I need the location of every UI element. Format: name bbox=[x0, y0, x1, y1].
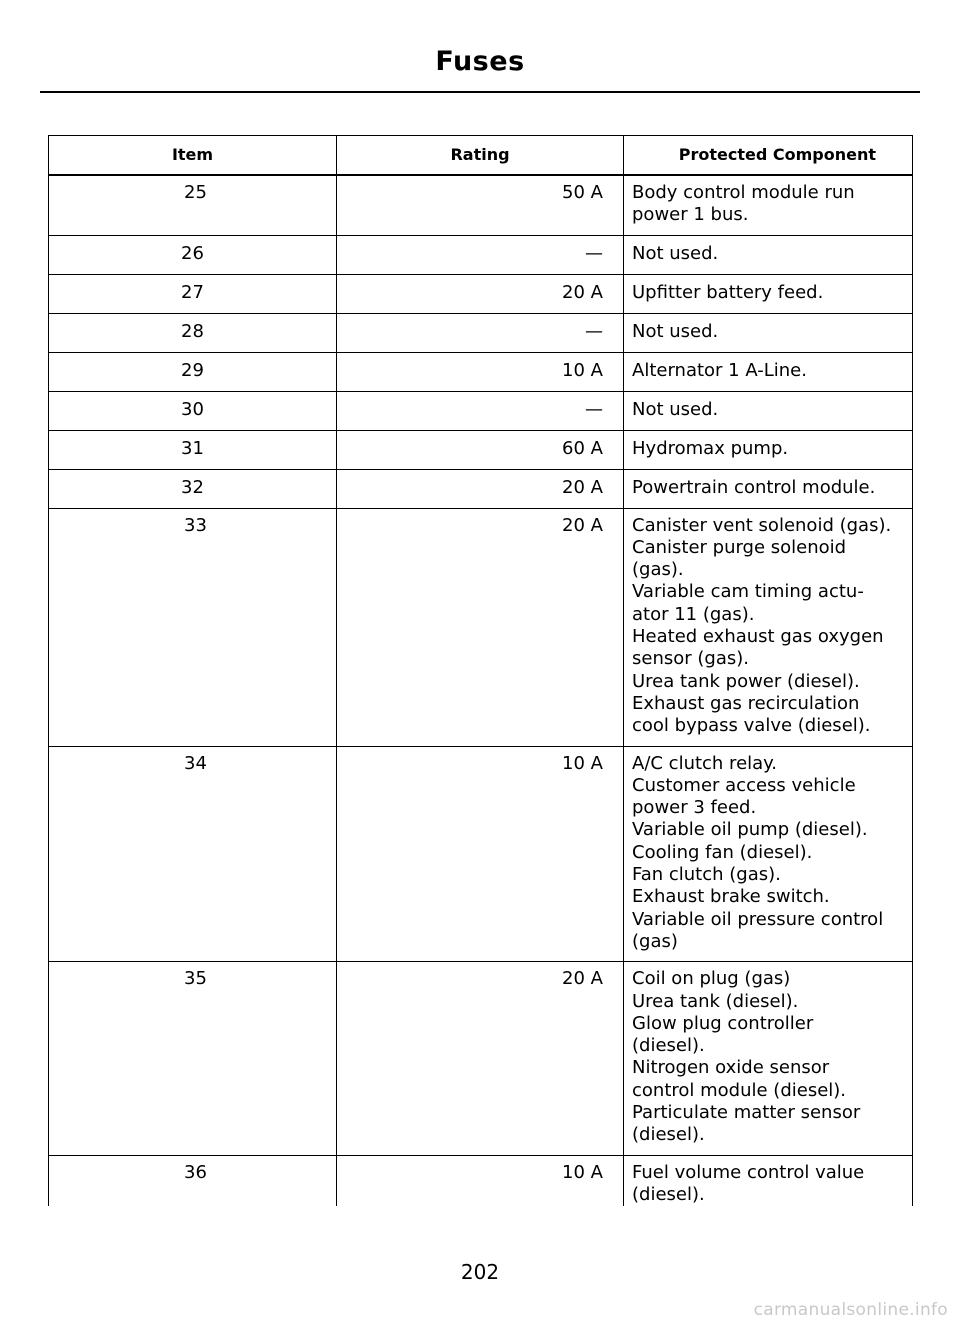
component-line: Not used. bbox=[632, 242, 719, 264]
component-line: power 1 bus. bbox=[632, 204, 749, 226]
fuse-component-cell bbox=[624, 469, 913, 508]
component-line: Nitrogen oxide sensor bbox=[632, 1057, 830, 1079]
fuse-item-cell: 27 bbox=[49, 274, 337, 313]
fuse-component-cell bbox=[624, 962, 913, 1155]
component-line: A/C clutch relay. bbox=[632, 752, 777, 774]
column-header-rating: Rating bbox=[337, 136, 624, 176]
table-row bbox=[49, 391, 913, 430]
page-number: 202 bbox=[460, 1260, 500, 1284]
fuse-rating-cell: 10 A bbox=[337, 1155, 624, 1206]
fuse-component-cell bbox=[624, 391, 913, 430]
fuse-rating-cell: 20 A bbox=[337, 469, 624, 508]
fuse-rating-cell: 20 A bbox=[337, 274, 624, 313]
component-line: Variable oil pump (diesel). bbox=[632, 819, 868, 841]
table-row bbox=[49, 508, 913, 746]
fuse-table bbox=[48, 135, 913, 1206]
fuse-item-cell: 32 bbox=[49, 469, 337, 508]
fuse-item-cell: 31 bbox=[49, 430, 337, 469]
fuse-component-cell bbox=[624, 235, 913, 274]
fuse-component-cell bbox=[624, 175, 913, 235]
component-line: (diesel). bbox=[632, 1183, 705, 1205]
component-line: Cooling fan (diesel). bbox=[632, 841, 813, 863]
component-line: Canister purge solenoid bbox=[632, 536, 847, 558]
column-header-component: Protected Component bbox=[624, 136, 913, 176]
fuse-item-cell: 26 bbox=[49, 235, 337, 274]
component-line: Fuel volume control value bbox=[632, 1161, 865, 1183]
component-line: Upfitter battery feed. bbox=[632, 281, 824, 303]
component-line: sensor (gas). bbox=[632, 648, 749, 670]
fuse-item-cell: 35 bbox=[49, 962, 337, 1155]
component-line: Variable cam timing actu- bbox=[632, 581, 864, 603]
component-line: (gas) bbox=[632, 930, 678, 952]
component-line: Particulate matter sensor bbox=[632, 1102, 861, 1124]
fuse-rating-cell: 20 A bbox=[337, 508, 624, 746]
component-line: ator 11 (gas). bbox=[632, 603, 755, 625]
fuse-component-cell bbox=[624, 313, 913, 352]
table-row bbox=[49, 469, 913, 508]
table-row bbox=[49, 235, 913, 274]
component-line: Urea tank (diesel). bbox=[632, 990, 799, 1012]
table-row bbox=[49, 962, 913, 1155]
component-line: Canister vent solenoid (gas). bbox=[632, 514, 892, 536]
watermark: carmanualsonline.info bbox=[753, 1300, 948, 1320]
table-row bbox=[49, 430, 913, 469]
component-line: Variable oil pressure control bbox=[632, 908, 884, 930]
component-line: Not used. bbox=[632, 320, 719, 342]
column-header-item: Item bbox=[49, 136, 337, 176]
fuse-rating-cell: 50 A bbox=[337, 175, 624, 235]
component-line: control module (diesel). bbox=[632, 1079, 847, 1101]
component-line: (gas). bbox=[632, 559, 684, 581]
fuse-component-cell bbox=[624, 274, 913, 313]
component-line: Urea tank power (diesel). bbox=[632, 670, 860, 692]
component-line: Alternator 1 A-Line. bbox=[632, 359, 807, 381]
fuse-rating-cell: — bbox=[337, 313, 624, 352]
fuse-rating-cell: 20 A bbox=[337, 962, 624, 1155]
table-row bbox=[49, 1155, 913, 1206]
component-line: Customer access vehicle bbox=[632, 774, 856, 796]
fuse-rating-cell: 60 A bbox=[337, 430, 624, 469]
fuse-component-cell bbox=[624, 1155, 913, 1206]
table-row bbox=[49, 175, 913, 235]
component-line: Fan clutch (gas). bbox=[632, 864, 781, 886]
table-row bbox=[49, 746, 913, 962]
component-line: Exhaust brake switch. bbox=[632, 886, 830, 908]
fuse-item-cell: 34 bbox=[49, 746, 337, 962]
table-row bbox=[49, 313, 913, 352]
table-row bbox=[49, 352, 913, 391]
fuse-rating-cell: 10 A bbox=[337, 352, 624, 391]
fuse-rating-cell: — bbox=[337, 391, 624, 430]
component-line: Heated exhaust gas oxygen bbox=[632, 626, 884, 648]
component-line: Coil on plug (gas) bbox=[632, 968, 791, 990]
component-line: (diesel). bbox=[632, 1035, 705, 1057]
table-header-row bbox=[49, 136, 913, 176]
fuse-component-cell bbox=[624, 352, 913, 391]
page-title: Fuses bbox=[435, 46, 525, 77]
component-line: Exhaust gas recirculation bbox=[632, 692, 860, 714]
fuse-item-cell: 25 bbox=[49, 175, 337, 235]
fuse-component-cell bbox=[624, 430, 913, 469]
fuse-table-body bbox=[49, 175, 913, 1206]
fuse-rating-cell: — bbox=[337, 235, 624, 274]
component-line: cool bypass valve (diesel). bbox=[632, 715, 871, 737]
component-line: Powertrain control module. bbox=[632, 476, 876, 498]
fuse-component-cell bbox=[624, 746, 913, 962]
fuse-item-cell: 36 bbox=[49, 1155, 337, 1206]
fuse-rating-cell: 10 A bbox=[337, 746, 624, 962]
fuse-item-cell: 30 bbox=[49, 391, 337, 430]
component-line: (diesel). bbox=[632, 1124, 705, 1146]
component-line: power 3 feed. bbox=[632, 797, 757, 819]
fuse-item-cell: 33 bbox=[49, 508, 337, 746]
table-row bbox=[49, 274, 913, 313]
component-line: Body control module run bbox=[632, 182, 855, 203]
component-line: Hydromax pump. bbox=[632, 437, 789, 459]
fuse-item-cell: 29 bbox=[49, 352, 337, 391]
title-divider bbox=[40, 91, 920, 93]
component-line: Not used. bbox=[632, 398, 719, 420]
component-line: Glow plug controller bbox=[632, 1012, 814, 1034]
fuse-item-cell: 28 bbox=[49, 313, 337, 352]
fuse-component-cell bbox=[624, 508, 913, 746]
